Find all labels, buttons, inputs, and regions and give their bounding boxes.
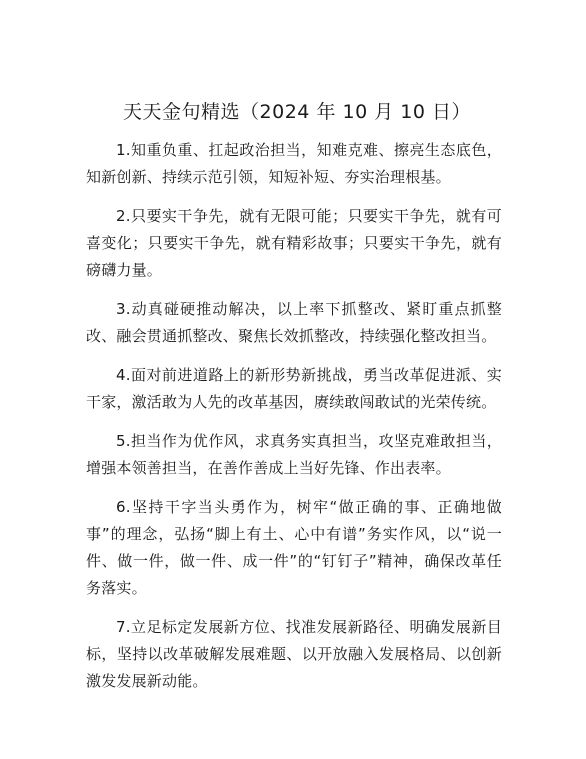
quote-item-3: 3.动真碰硬推动解决，以上率下抓整改、紧盯重点抓整改、融会贯通抓整改、聚焦长效抓整改，持续强化整改担当。 <box>86 300 502 345</box>
quote-item-6: 6.坚持干字当头勇作为，树牢“做正确的事、正确地做事”的理念，弘扬“脚上有土、心中有谱”务实作风，以“说一件、做一件，做一件、成一件”的“钉钉子”精神，确保改革任务落实。 <box>86 498 502 597</box>
quote-item-2: 2.只要实干争先，就有无限可能；只要实干争先，就有可喜变化；只要实干争先，就有精彩故事；只要实干争先，就有磅礴力量。 <box>86 207 502 279</box>
quote-item-7: 7.立足标定发展新方位、找准发展新路径、明确发展新目标，坚持以改革破解发展难题、以开放融入发展格局、以创新激发发展新动能。 <box>86 618 502 690</box>
document-title: 天天金句精选（2024 年 10 月 10 日） <box>123 101 471 123</box>
quote-item-1: 1.知重负重、扛起政治担当，知难克难、擦亮生态底色，知新创新、持续示范引领，知短补短、夯实治理根基。 <box>86 141 502 186</box>
quote-item-5: 5.担当作为优作风，求真务实真担当，攻坚克难敢担当，增强本领善担当，在善作善成上当好先锋、作出表率。 <box>86 432 502 477</box>
quote-item-4: 4.面对前进道路上的新形势新挑战，勇当改革促进派、实干家，激活敢为人先的改革基因，赓续敢闯敢试的光荣传统。 <box>86 366 502 411</box>
